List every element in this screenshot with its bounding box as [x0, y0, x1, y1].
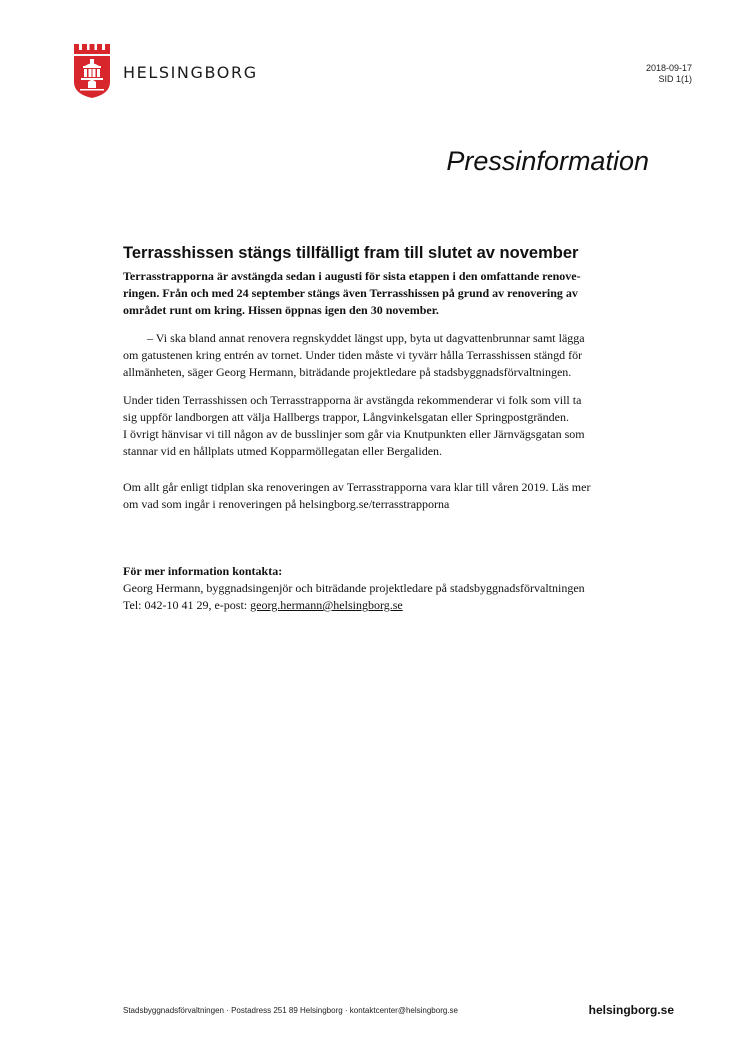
crest-icon — [74, 44, 110, 98]
plan-line: Om allt går enligt tidplan ska renoveringen av Terrasstrapporna vara klar till våren 2019. Läs mer — [123, 480, 591, 494]
plan-paragraph — [123, 479, 653, 513]
brand-name: HELSINGBORG — [123, 63, 258, 82]
helsingborg-crest-logo — [74, 44, 110, 98]
quote-paragraph — [123, 330, 653, 381]
alternatives-line: I övrigt hänvisar vi till någon av de busslinjer som går via Knutpunkten eller Järnvägsgatan som — [123, 427, 585, 441]
alternatives-line: sig uppför landborgen att välja Hallbergs trappor, Långvinkelsgatan eller Springpostgränden. — [123, 410, 569, 424]
alternatives-line: stannar vid en hållplats utmed Kopparmöllegatan eller Bergaliden. — [123, 444, 443, 458]
document-date: 2018-09-17 — [645, 63, 692, 73]
alternatives-line: Under tiden Terrasshissen och Terrasstrapporna är avstängda rekommenderar vi folk som vill ta — [123, 393, 582, 407]
contact-email-link[interactable]: georg.hermann@helsingborg.se — [250, 598, 403, 612]
quote-line: – Vi ska bland annat renovera regnskyddet längst upp, byta ut dagvattenbrunnar samt lägga — [147, 331, 585, 345]
lead-paragraph — [123, 268, 653, 319]
contact-phone-line — [123, 597, 653, 614]
article-headline: Terrasshissen stängs tillfälligt fram till slutet av november — [123, 244, 579, 262]
lead-line: Terrasstrapporna är avstängda sedan i augusti för sista etappen i den omfattande renove- — [123, 269, 581, 283]
quote-line: om gatustenen kring entrén av tornet. Under tiden måste vi tyvärr hålla Terrasshissen stängd för — [123, 348, 583, 362]
lead-line: ringen. Från och med 24 september stängs även Terrasshissen på grund av renovering av — [123, 286, 578, 300]
document-type-title: Pressinformation — [446, 146, 649, 176]
quote-line: allmänheten, säger Georg Hermann, biträdande projektledare på stadsbyggnadsförvaltningen. — [123, 365, 572, 379]
contact-phone: Tel: 042-10 41 29, e-post: — [123, 598, 251, 612]
document-meta — [646, 63, 692, 85]
footer-website[interactable]: helsingborg.se — [588, 1003, 674, 1017]
page-number: SID 1(1) — [658, 74, 692, 84]
contact-heading: För mer information kontakta: — [123, 564, 283, 578]
plan-line: om vad som ingår i renoveringen på helsingborg.se/terrasstrapporna — [123, 497, 450, 511]
lead-line: området runt om kring. Hissen öppnas igen den 30 november. — [123, 303, 439, 317]
footer-address: Stadsbyggnadsförvaltningen · Postadress 251 89 Helsingborg · kontaktcenter@helsingborg.se — [123, 1006, 458, 1015]
contact-block — [123, 563, 653, 614]
alternatives-paragraph — [123, 392, 653, 460]
contact-person: Georg Hermann, byggnadsingenjör och biträdande projektledare på stadsbyggnadsförvaltningen — [123, 581, 585, 595]
article-body — [123, 244, 653, 614]
